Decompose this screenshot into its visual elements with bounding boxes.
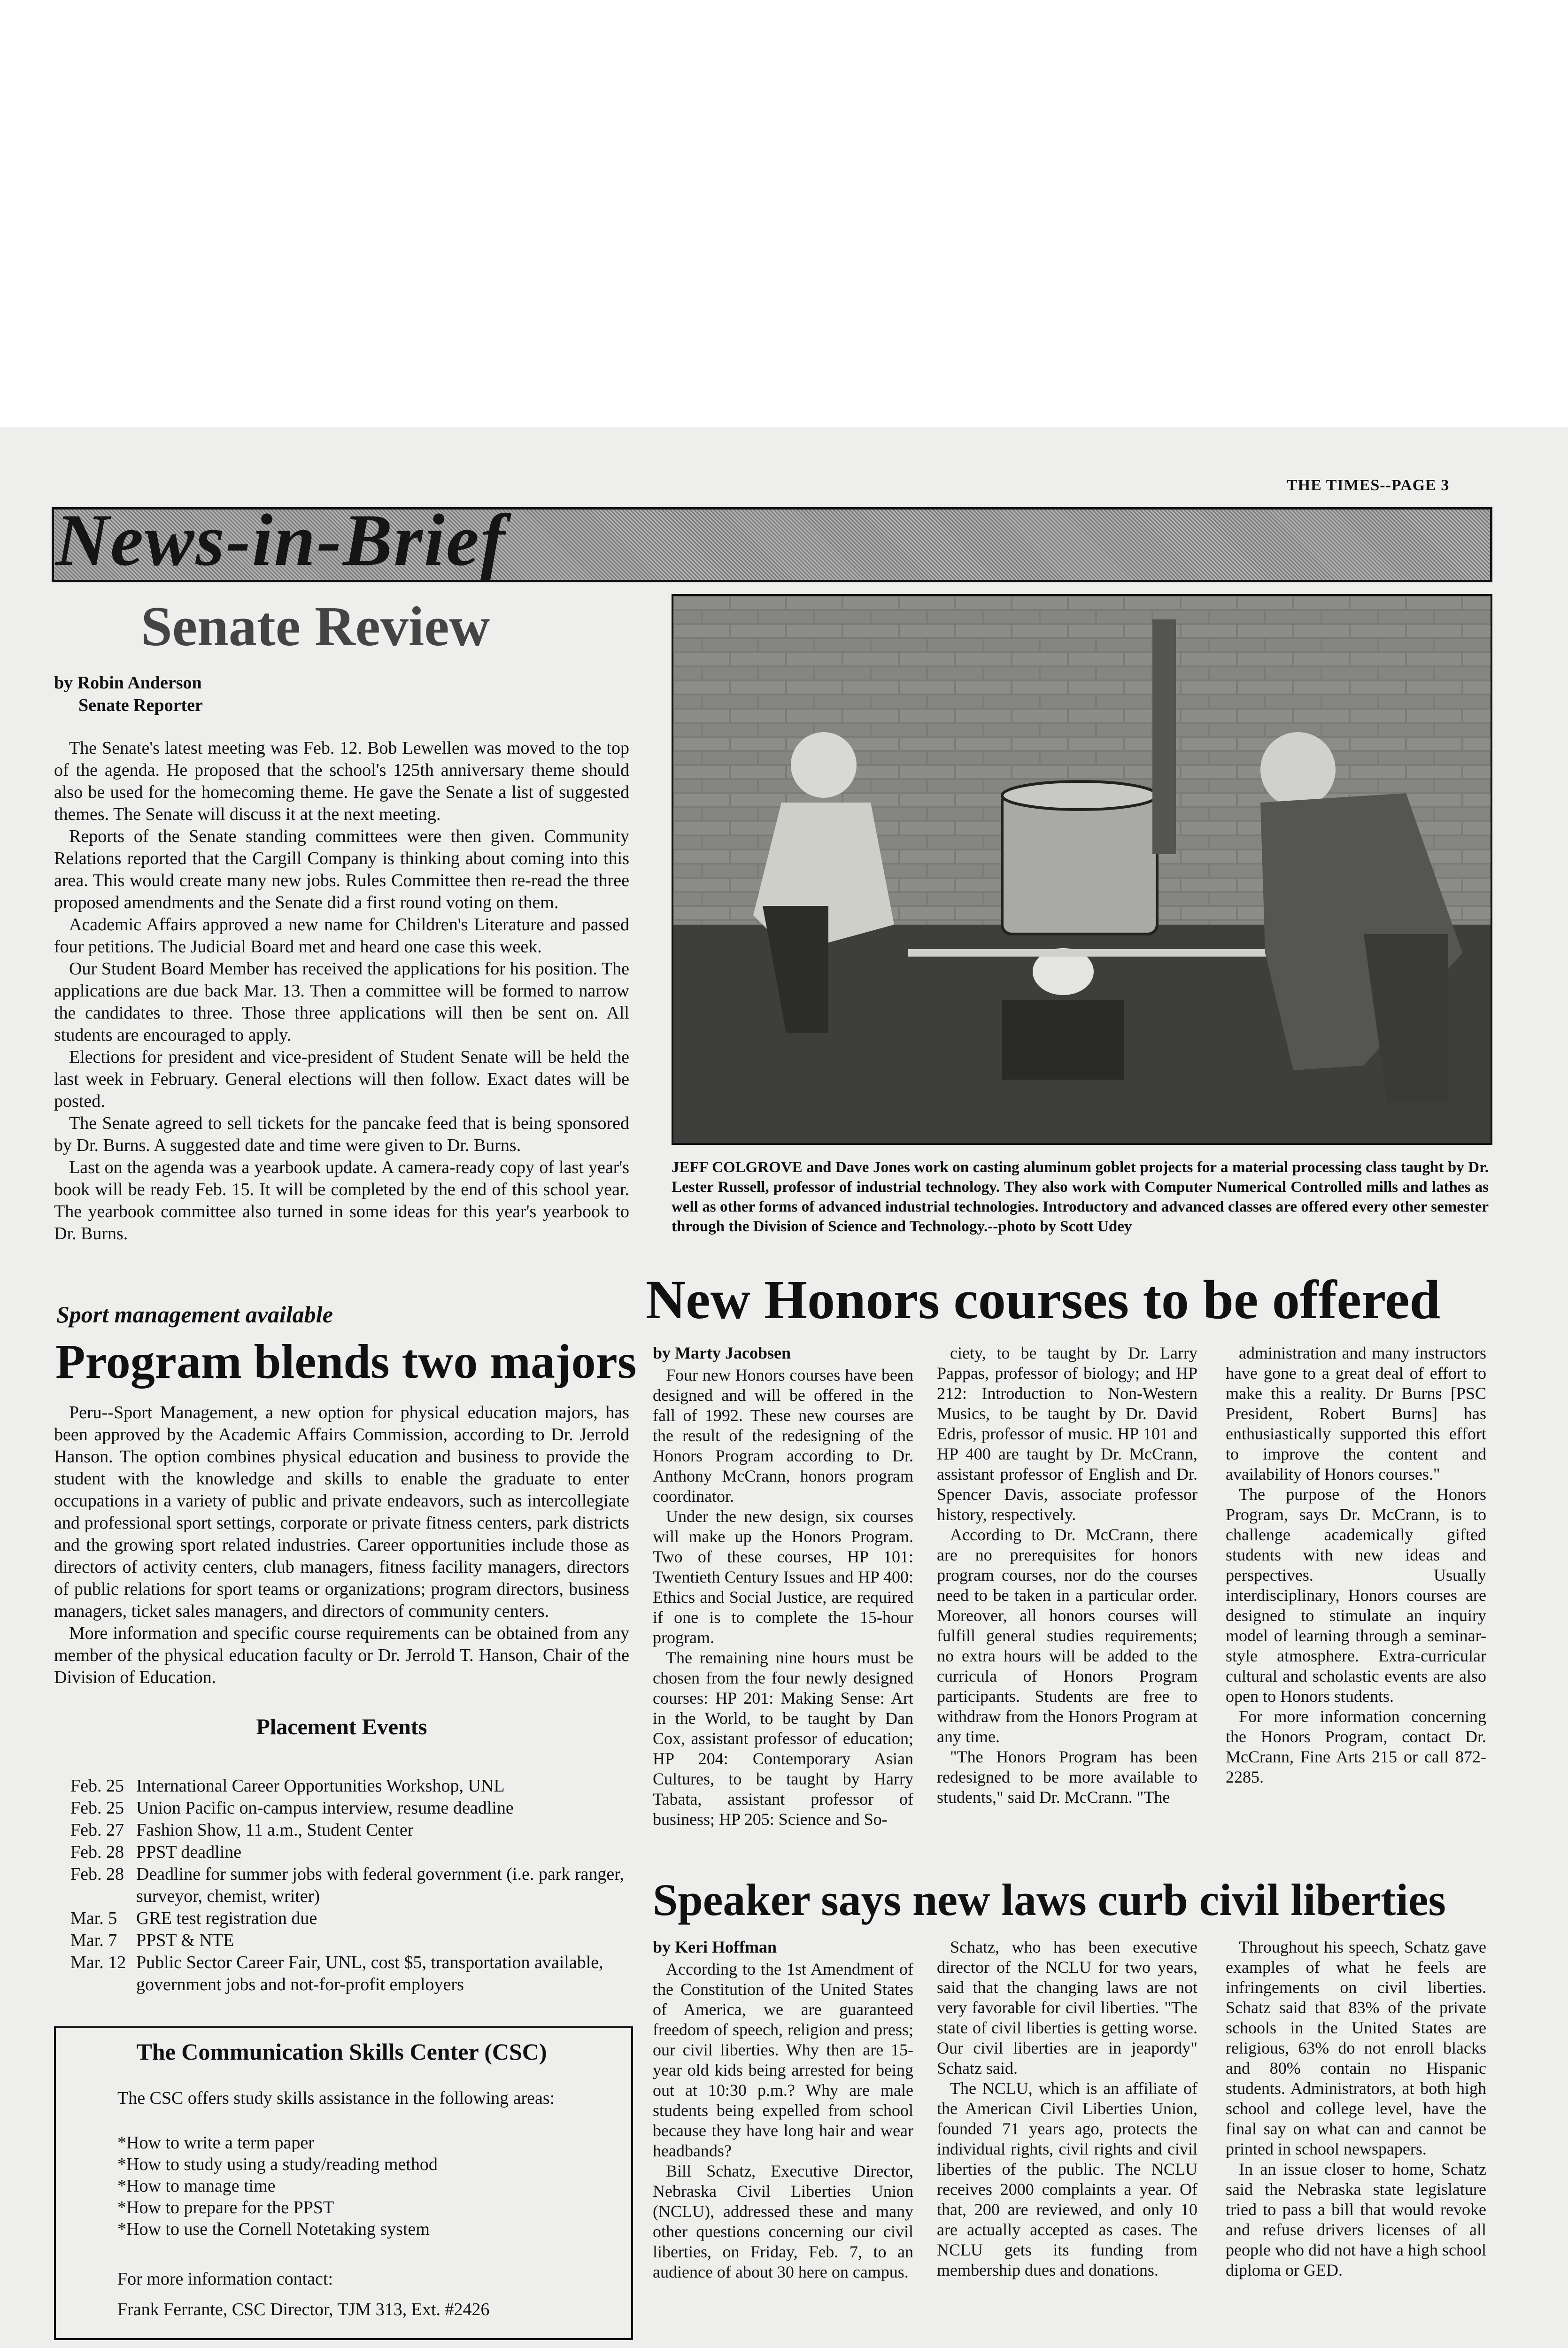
csc-list-item: *How to prepare for the PPST [117, 2198, 334, 2217]
event-text: Fashion Show, 11 a.m., Student Center [136, 1820, 414, 1840]
honors-paragraph: Four new Honors courses have been designed and will be offered in the fall of 1992. These new courses are the result of the redesigning of the Honors Program according to Dr. Anthony McCrann, honors program coordinator. [653, 1366, 913, 1506]
metal-casting-photo [672, 594, 1492, 1145]
placement-events-title: Placement Events [256, 1715, 427, 1739]
event-text: Public Sector Career Fair, UNL, cost $5, transportation available, government jobs and not-for-profit employers [136, 1953, 603, 1994]
photo-illustration [673, 596, 1491, 1143]
event-date: Mar. 7 [70, 1931, 117, 1950]
csc-contact-label: For more information contact: [117, 2269, 333, 2289]
sport-management-body [54, 1402, 629, 1689]
senate-byline-name: by Robin Anderson [54, 673, 202, 693]
honors-paragraph: "The Honors Program has been redesigned to be more available to students," said Dr. McCrann. "The [937, 1747, 1197, 1807]
event-row [70, 1908, 634, 1930]
speaker-paragraph: Throughout his speech, Schatz gave examples of what he feels are infringements on civil liberties. Schatz said that 83% of the private schools in the United States are religious, 63% do not enroll blacks and 80% contain no Hispanic students. Administrators, at both high school and college level, have the final say on what can and cannot be printed in school newspapers. [1226, 1938, 1486, 2158]
sport-paragraph: More information and specific course requirements can be obtained from any member of the physical education faculty or Dr. Jerrold T. Hanson, Chair of the Division of Education. [54, 1623, 629, 1687]
honors-paragraph: ciety, to be taught by Dr. Larry Pappas, professor of biology; and HP 212: Introduction to Non-Western Musics, to be taught by Dr. David Edris, professor of music. HP 101 and HP 400 are taught by Dr. McCrann, assistant professor of English and Dr. Spencer Davis, associate professor history, respectively. [937, 1344, 1197, 1524]
speaker-column-2 [937, 1937, 1197, 2280]
honors-headline: New Honors courses to be offered [646, 1269, 1441, 1330]
event-text: GRE test registration due [136, 1908, 317, 1928]
event-row [70, 1930, 634, 1952]
senate-review-body [54, 737, 629, 1245]
senate-byline [54, 672, 629, 717]
speaker-paragraph: Schatz, who has been executive director of the NCLU for two years, said that the changing laws are not very favorable for civil liberties. "The state of civil liberties is getting worse. Our civil liberties are in jeapordy" Schatz said. [937, 1938, 1197, 2078]
event-text: PPST deadline [136, 1842, 242, 1862]
event-date: Feb. 27 [70, 1820, 124, 1840]
csc-list-item: *How to study using a study/reading method [117, 2155, 438, 2174]
event-text: Union Pacific on-campus interview, resume deadline [136, 1798, 514, 1818]
csc-intro: The CSC offers study skills assistance in the following areas: [117, 2088, 555, 2108]
program-blends-headline: Program blends two majors [55, 1335, 637, 1389]
event-date: Feb. 25 [70, 1798, 124, 1818]
event-row [70, 1952, 634, 1996]
speaker-headline: Speaker says new laws curb civil liberties [653, 1875, 1446, 1925]
honors-paragraph: administration and many instructors have gone to a great deal of effort to make this a reality. Dr Burns [PSC President, Robert Burns] has enthusiastically supported this effort to improve the content and availability of Honors courses." [1226, 1344, 1486, 1483]
speaker-byline: by Keri Hoffman [653, 1938, 777, 1956]
honors-paragraph: According to Dr. McCrann, there are no prerequisites for honors program courses, nor do the courses need to be taken in a particular order. Moreover, all honors courses will fulfill general studies requirements; no extra hours will be added to the curricula of Honors Program participants. Students are free to withdraw from the Honors Program at any time. [937, 1525, 1197, 1746]
speaker-column-3 [1226, 1937, 1486, 2280]
senate-review-headline: Senate Review [141, 595, 490, 657]
event-date: Feb. 25 [70, 1776, 124, 1796]
honors-byline: by Marty Jacobsen [653, 1344, 791, 1362]
event-row [70, 1841, 634, 1863]
sport-paragraph: Peru--Sport Management, a new option for physical education majors, has been approved by the Academic Affairs Commission, according to Dr. Jerrold Hanson. The option combines physical education and business to provide the student with the knowledge and skills to enable the graduate to enter occupations in a variety of public and private endeavors, such as intercollegiate and professional sport settings, corporate or private fitness centers, park districts and the growing sport related industries. Career opportunities include those as directors of activity centers, club managers, fitness facility managers, directors of public relations for sport teams or organizations; program directors, business managers, ticket sales managers, and directors of community centers. [54, 1403, 629, 1621]
csc-title: The Communication Skills Center (CSC) [136, 2039, 547, 2065]
event-date: Feb. 28 [70, 1864, 124, 1884]
honors-column-1 [653, 1343, 913, 1830]
csc-list-item: *How to write a term paper [117, 2133, 314, 2153]
event-row [70, 1863, 634, 1908]
senate-paragraph: The Senate's latest meeting was Feb. 12. Bob Lewellen was moved to the top of the agenda. He proposed that the school's 125th anniversary theme should also be used for the homecoming theme. He gave the Senate a list of suggested themes. The Senate will discuss it at the next meeting. [54, 738, 629, 824]
csc-list-item: *How to use the Cornell Notetaking system [117, 2219, 430, 2239]
senate-byline-title: Senate Reporter [78, 695, 203, 715]
honors-column-2 [937, 1343, 1197, 1807]
senate-paragraph: Last on the agenda was a yearbook update. A camera-ready copy of last year's book will be ready Feb. 15. It will be completed by the end of this school year. The yearbook committee also turned in some ideas for this year's yearbook to Dr. Burns. [54, 1158, 629, 1244]
senate-paragraph: Reports of the Senate standing committees were then given. Community Relations reported that the Cargill Company is thinking about coming into this area. This would create many new jobs. Rules Committee then re-read the three proposed amendments and the Senate did a first round voting on them. [54, 826, 629, 912]
honors-paragraph: The remaining nine hours must be chosen from the four newly designed courses: HP 201: Making Sense: Art in the World, to be taught by Dan Cox, assistant professor of education; HP 204: Contemporary Asian Cultures, to be taught by Harry Tabata, assistant professor of business; HP 205: Science and So- [653, 1648, 913, 1829]
event-text: PPST & NTE [136, 1931, 234, 1950]
honors-paragraph: For more information concerning the Honors Program, contact Dr. McCrann, Fine Arts 215 or call 872-2285. [1226, 1707, 1486, 1786]
senate-paragraph: Academic Affairs approved a new name for Children's Literature and passed four petitions. The Judicial Board met and heard one case this week. [54, 915, 629, 957]
event-row [70, 1775, 634, 1797]
banner-title: News-in-Brief [55, 499, 507, 581]
page-folio: THE TIMES--PAGE 3 [1287, 477, 1450, 494]
csc-contact: Frank Ferrante, CSC Director, TJM 313, Ext. #2426 [117, 2300, 490, 2319]
event-text: International Career Opportunities Workshop, UNL [136, 1776, 505, 1796]
senate-paragraph: Elections for president and vice-president of Student Senate will be held the last week in February. General elections will then follow. Exact dates will be posted. [54, 1047, 629, 1111]
honors-paragraph: The purpose of the Honors Program, says Dr. McCrann, is to challenge academically gifted students with new ideas and perspectives. Usually interdisciplinary, Honors courses are designed to stimulate an inquiry model of learning through a seminar-style atmosphere. Extra-curricular cultural and scholastic events are also open to Honors students. [1226, 1485, 1486, 1706]
honors-column-3 [1226, 1343, 1486, 1787]
placement-events-list [70, 1775, 634, 1996]
sport-kicker: Sport management available [56, 1301, 333, 1328]
photo-caption: JEFF COLGROVE and Dave Jones work on casting aluminum goblet projects for a material processing class taught by Dr. Lester Russell, professor of industrial technology. They also work with Computer Numerical Controlled mills and lathes as well as other forms of advanced industrial technologies. Introductory and advanced classes are offered every other semester through the Division of Science and Technology.--photo by Scott Udey [672, 1159, 1489, 1235]
speaker-paragraph: The NCLU, which is an affiliate of the American Civil Liberties Union, founded 71 years ago, protects the individual rights, civil rights and civil liberties of the public. The NCLU receives 2000 complaints a year. Of that, 200 are reviewed, and only 10 are actually accepted as cases. The NCLU gets its funding from membership dues and donations. [937, 2079, 1197, 2279]
senate-paragraph: Our Student Board Member has received the applications for his position. The applications are due back Mar. 13. Then a committee will be formed to narrow the candidates to three. Those three applications will then be sent on. All students are encouraged to apply. [54, 959, 629, 1045]
speaker-column-1 [653, 1937, 913, 2282]
event-row [70, 1797, 634, 1819]
event-date: Mar. 12 [70, 1953, 126, 1972]
speaker-paragraph: Bill Schatz, Executive Director, Nebraska Civil Liberties Union (NCLU), addressed these and many other questions concerning our civil liberties, on Friday, Feb. 7, to an audience of about 30 here on campus. [653, 2162, 913, 2281]
speaker-paragraph: In an issue closer to home, Schatz said the Nebraska state legislature tried to pass a bill that would revoke and refuse drivers licenses of all people who did not have a high school diploma or GED. [1226, 2160, 1486, 2279]
event-date: Feb. 28 [70, 1842, 124, 1862]
event-text: Deadline for summer jobs with federal government (i.e. park ranger, surveyor, chemist, writer) [136, 1864, 624, 1906]
event-date: Mar. 5 [70, 1908, 117, 1928]
honors-paragraph: Under the new design, six courses will make up the Honors Program. Two of these courses, HP 101: Twentieth Century Issues and HP 400: Ethics and Social Justice, are required if one is to complete the 15-hour program. [653, 1507, 913, 1647]
event-row [70, 1819, 634, 1841]
speaker-paragraph: According to the 1st Amendment of the Constitution of the United States of America, we are guaranteed freedom of speech, religion and press; our civil liberties. Why then are 15-year old kids being arrested for being out at 10:30 p.m.? Why are male students being expelled from school because they have long hair and wear headbands? [653, 1960, 913, 2160]
senate-paragraph: The Senate agreed to sell tickets for the pancake feed that is being sponsored by Dr. Burns. A suggested date and time were given to Dr. Burns. [54, 1113, 629, 1155]
csc-list [117, 2132, 438, 2240]
csc-list-item: *How to manage time [117, 2176, 276, 2196]
